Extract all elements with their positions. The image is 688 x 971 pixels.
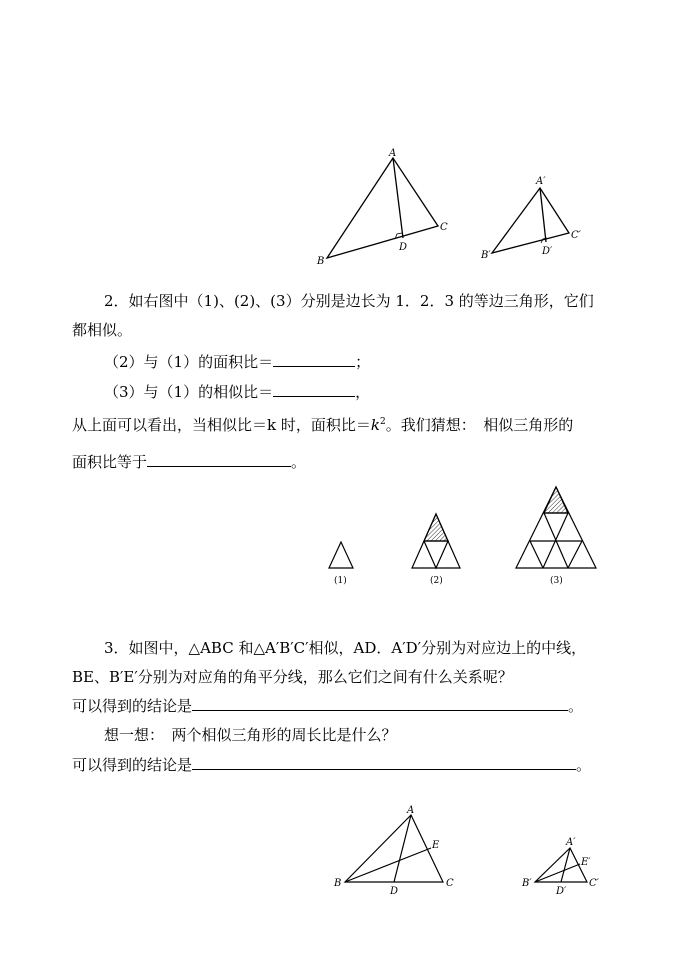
triangle-3: [516, 487, 596, 568]
q3-conclusion2: [72, 755, 591, 775]
conclusion2-blank[interactable]: [192, 755, 576, 770]
triangle-abc-3: [345, 815, 443, 882]
label-d-prime-3: D′: [556, 886, 567, 897]
label-d-3: D: [390, 886, 399, 897]
label-c-prime-3: C′: [589, 878, 599, 889]
conclusion2-label: 可以得到的结论是: [72, 756, 193, 774]
q3-conclusion1: [72, 696, 583, 716]
area-ratio-label: （2）与（1）的面积比＝: [104, 353, 274, 371]
conclusion-exp: 2: [379, 417, 386, 427]
label-e-prime-3: E′: [581, 857, 591, 868]
q3-line2: BE、B′E′分别为对应角的角平分线，那么它们之间有什么关系呢？: [72, 668, 513, 686]
conclusion-text: 从上面可以看出，当相似比＝k 时，面积比＝: [72, 416, 371, 434]
triangle-abc-prime-3: [535, 848, 587, 882]
conclusion2-suffix: 。: [576, 756, 592, 774]
label-b-3: B: [334, 878, 342, 889]
label-a-prime-3: A′: [566, 837, 576, 848]
q2-line2: 都相似。: [72, 321, 133, 339]
q2-line1: 2．如右图中（1)、(2)、(3）分别是边长为 1．2．3 的等边三角形，它们: [104, 292, 594, 310]
label-a-prime: A′: [536, 176, 546, 187]
q3-think: 想一想： 两个相似三角形的周长比是什么？: [104, 726, 397, 744]
conclusion1-suffix: 。: [568, 697, 584, 715]
label-c-prime: C′: [571, 230, 581, 241]
conclusion1-blank[interactable]: [192, 696, 568, 711]
triangle-1: [329, 542, 353, 568]
conclusion1-label: 可以得到的结论是: [72, 697, 193, 715]
guess-suffix: 。: [291, 453, 307, 471]
caption-1: (1): [334, 576, 347, 586]
label-a: A: [389, 148, 397, 159]
guess-label: 面积比等于: [72, 453, 148, 471]
area-ratio-suffix: ；: [355, 353, 371, 371]
label-b: B: [317, 256, 325, 267]
triangle-2: [412, 514, 460, 568]
label-b-prime-3: B′: [522, 878, 532, 889]
caption-2: (2): [430, 576, 443, 586]
sim-ratio-suffix: ，: [355, 383, 371, 401]
label-c: C: [440, 222, 448, 233]
label-e-3: E: [432, 840, 440, 851]
label-b-prime: B′: [481, 250, 491, 261]
conclusion-tail: 。我们猜想： 相似三角形的: [385, 416, 574, 434]
sim-ratio-label: （3）与（1）的相似比＝: [104, 383, 274, 401]
label-d: D: [399, 242, 408, 253]
caption-3: (3): [550, 576, 563, 586]
label-c-3: C: [446, 878, 454, 889]
label-d-prime: D′: [542, 246, 553, 257]
conclusion-k: k: [370, 416, 380, 434]
q3-line1: 3．如图中，△ABC 和△A′B′C′相似，AD．A′D′分别为对应边上的中线，: [104, 639, 587, 657]
label-a-3: A: [407, 805, 415, 816]
